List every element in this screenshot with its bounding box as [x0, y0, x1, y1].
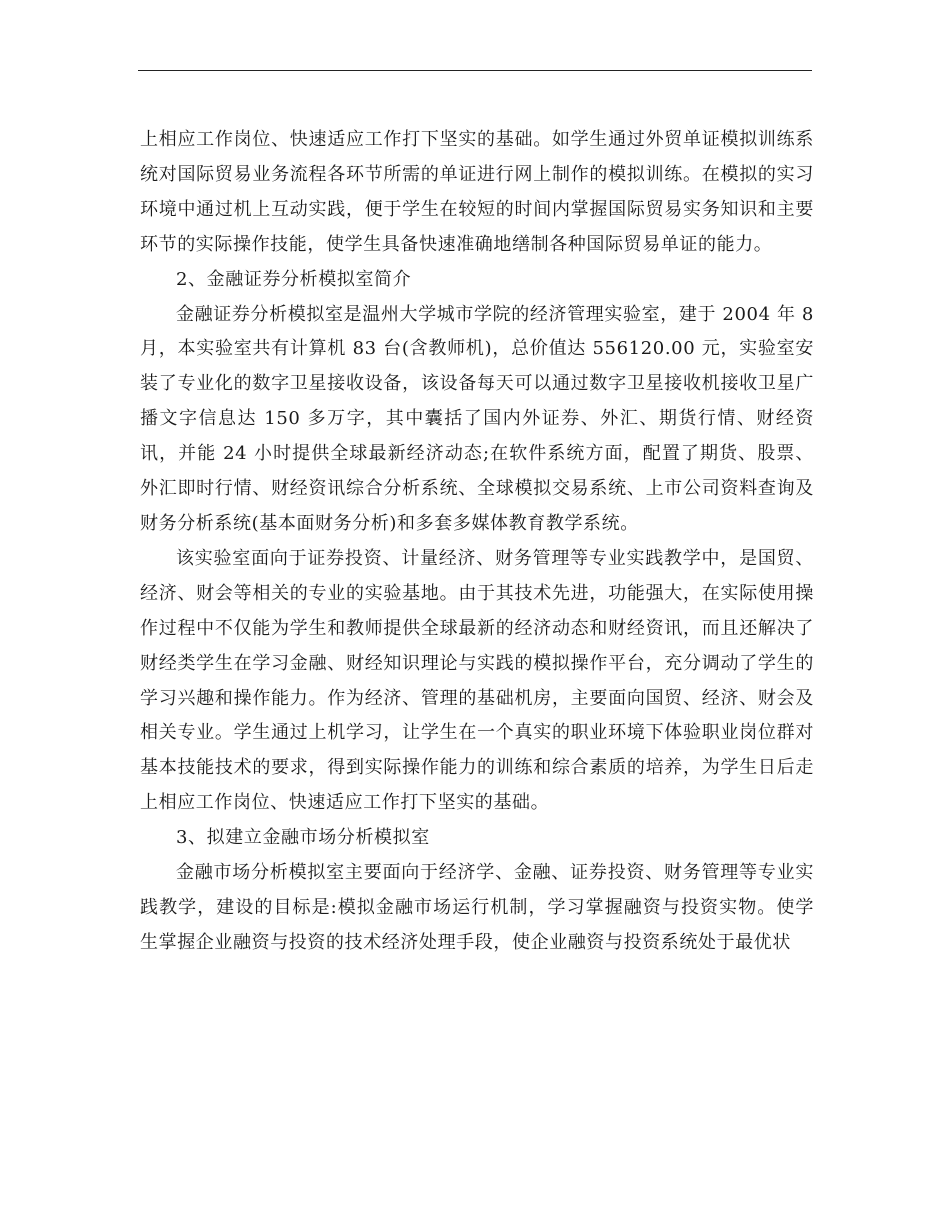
- document-body: [140, 123, 814, 961]
- paragraph: 该实验室面向于证券投资、计量经济、财务管理等专业实践教学中，是国贸、经济、财会等相关的专业的实验基地。由于其技术先进，功能强大，在实际使用操作过程中不仅能为学生和教师提供全球最新的经济动态和财经资讯，而且还解决了财经类学生在学习金融、财经知识理论与实践的模拟操作平台，充分调动了学生的学习兴趣和操作能力。作为经济、管理的基础机房，主要面向国贸、经济、财会及相关专业。学生通过上机学习，让学生在一个真实的职业环境下体验职业岗位群对基本技能技术的要求，得到实际操作能力的训练和综合素质的培养，为学生日后走上相应工作岗位、快速适应工作打下坚实的基础。: [140, 547, 814, 814]
- paragraph-continued: 上相应工作岗位、快速适应工作打下坚实的基础。如学生通过外贸单证模拟训练系统对国际贸易业务流程各环节所需的单证进行网上制作的模拟训练。在模拟的实习环境中通过机上互动实践，便于学生在较短的时间内掌握国际贸易实务知识和主要环节的实际操作技能，使学生具备快速准确地缮制各种国际贸易单证的能力。: [140, 129, 814, 255]
- section-heading: 3、拟建立金融市场分析模拟室: [176, 827, 430, 849]
- paragraph: 金融市场分析模拟室主要面向于经济学、金融、证券投资、财务管理等专业实践教学，建设的目标是:模拟金融市场运行机制，学习掌握融资与投资实物。使学生掌握企业融资与投资的技术经济处理手段，使企业融资与投资系统处于最优状: [140, 862, 814, 953]
- section-heading: 2、金融证券分析模拟室简介: [176, 268, 412, 290]
- paragraph: 金融证券分析模拟室是温州大学城市学院的经济管理实验室，建于 2004 年 8 月，本实验室共有计算机 83 台(含教师机)，总价值达 556120.00 元，实验室安装了专业化的数字卫星接收设备，该设备每天可以通过数字卫星接收机接收卫星广播文字信息达 150 多万字，其中囊括了国内外证券、外汇、期货行情、财经资讯，并能 24 小时提供全球最新经济动态;在软件系统方面，配置了期货、股票、外汇即时行情、财经资讯综合分析系统、全球模拟交易系统、上市公司资料查询及财务分析系统(基本面财务分析)和多套多媒体教育教学系统。: [140, 303, 814, 534]
- header-rule: [138, 70, 812, 71]
